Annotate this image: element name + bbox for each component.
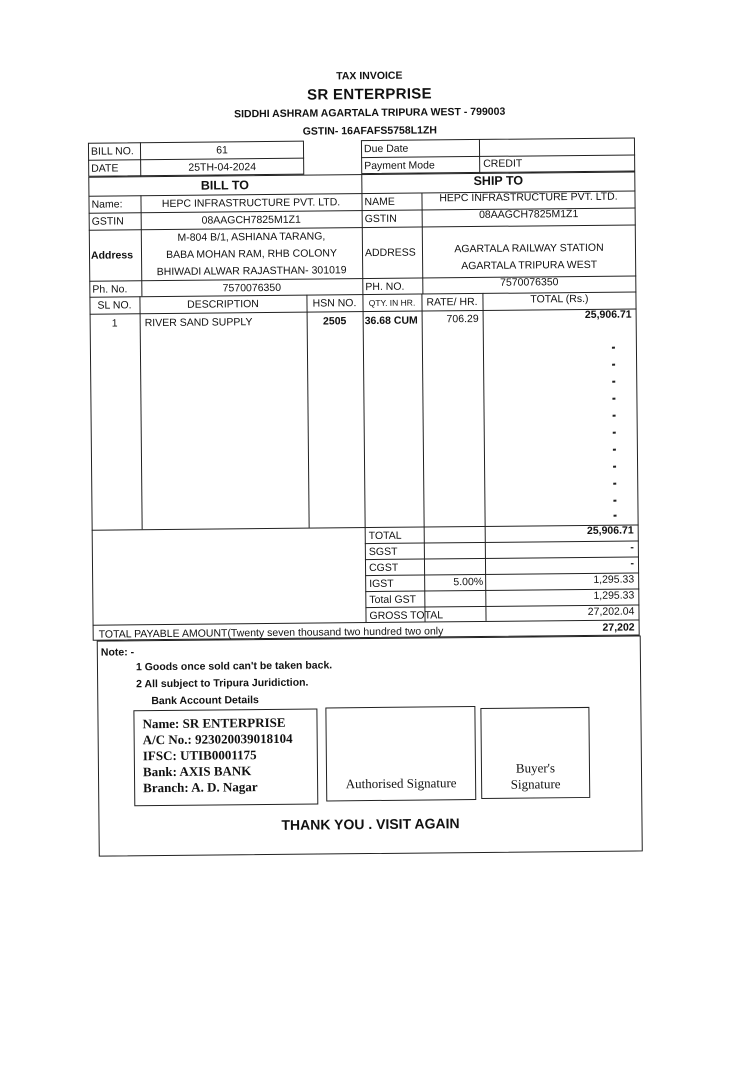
- date-value: 25TH-04-2024: [188, 161, 257, 174]
- row-hsn: 2505: [322, 315, 347, 328]
- company-gstin: GSTIN- 16AFAFS5758L1ZH: [302, 124, 437, 138]
- gross-total-value: 27,202.04: [587, 605, 635, 618]
- payable-amount-value: 27,202: [602, 621, 635, 634]
- total-gst-value: 1,295.33: [593, 589, 635, 602]
- company-name: SR ENTERPRISE: [307, 85, 432, 104]
- col-qty: QTY. IN HR.: [368, 297, 416, 309]
- bill-to-name: HEPC INFRASTRUCTURE PVT. LTD.: [161, 196, 341, 211]
- bill-to-address-line-2: BABA MOHAN RAM, RHB COLONY: [165, 247, 338, 261]
- buyer-signature-line-1: Buyer's: [515, 760, 556, 776]
- thank-you-message: THANK YOU . VISIT AGAIN: [281, 815, 460, 833]
- bill-to-heading: BILL TO: [200, 178, 250, 193]
- payable-amount-label: TOTAL PAYABLE AMOUNT(Twenty seven thousand two hundred two only: [98, 625, 444, 641]
- dash-mark: [612, 381, 615, 383]
- gross-total-label: GROSS TOTAL: [369, 609, 444, 623]
- bill-to-address-line-1: M-804 B/1, ASHIANA TARANG,: [177, 230, 326, 244]
- bill-to-phone-label: Ph. No.: [92, 283, 128, 296]
- igst-value: 1,295.33: [593, 573, 635, 586]
- row-description: RIVER SAND SUPPLY: [144, 316, 253, 330]
- igst-label: IGST: [369, 577, 394, 591]
- col-rate: RATE/ HR.: [426, 295, 478, 309]
- ship-to-heading: SHIP TO: [473, 173, 524, 189]
- dash-mark: [613, 432, 616, 434]
- ship-to-gstin-label: GSTIN: [364, 212, 397, 226]
- bank-branch: Branch: A. D. Nagar: [143, 779, 258, 796]
- bank-ifsc: IFSC: UTIB0001175: [142, 747, 257, 764]
- total-label: TOTAL: [368, 529, 402, 543]
- bank-account-number: A/C No.: 923020039018104: [142, 730, 293, 748]
- buyer-signature-line-2: Signature: [510, 776, 561, 792]
- payment-mode-label: Payment Mode: [364, 159, 435, 173]
- total-value: 25,906.71: [586, 524, 634, 537]
- bank-details-heading: Bank Account Details: [151, 694, 259, 708]
- col-description: DESCRIPTION: [187, 298, 259, 311]
- ship-to-address-line-1: AGARTALA RAILWAY STATION: [454, 241, 604, 256]
- dash-mark: [613, 483, 616, 485]
- bill-to-gstin: 08AAGCH7825M1Z1: [201, 213, 301, 227]
- company-address: SIDDHI ASHRAM AGARTALA TRIPURA WEST - 799003: [233, 105, 506, 121]
- dash-mark: [613, 466, 616, 468]
- bill-no-label: BILL NO.: [90, 145, 134, 158]
- bill-to-name-label: Name:: [91, 198, 123, 211]
- authorised-signature-label: Authorised Signature: [345, 775, 457, 792]
- dash-mark: [613, 449, 616, 451]
- dash-mark: [612, 398, 615, 400]
- date-label: DATE: [91, 162, 119, 175]
- dash-mark: [613, 415, 616, 417]
- ship-to-phone: 7570076350: [500, 276, 559, 289]
- bill-to-gstin-label: GSTIN: [91, 215, 124, 228]
- ship-to-name: HEPC INFRASTRUCTURE PVT. LTD.: [439, 190, 618, 205]
- bill-to-address-label: Address: [90, 249, 134, 262]
- note-item-2: 2 All subject to Tripura Juridiction.: [136, 676, 309, 691]
- dash-mark: [614, 515, 617, 517]
- note-item-1: 1 Goods once sold can't be taken back.: [135, 659, 333, 674]
- dash-mark: [612, 347, 615, 349]
- cgst-value: -: [630, 557, 635, 570]
- ship-to-address-label: ADDRESS: [364, 246, 416, 260]
- payment-mode-value: CREDIT: [483, 157, 523, 170]
- ship-to-address-line-2: AGARTALA TRIPURA WEST: [461, 258, 598, 273]
- col-total: TOTAL (Rs.): [530, 292, 589, 306]
- sgst-value: -: [630, 541, 634, 554]
- igst-rate: 5.00%: [453, 575, 484, 589]
- col-hsn: HSN NO.: [312, 297, 357, 310]
- row-qty: 36.68 CUM: [364, 314, 418, 328]
- ship-to-phone-label: PH. NO.: [365, 280, 405, 294]
- cgst-label: CGST: [368, 561, 399, 575]
- notes-heading: Note: -: [100, 646, 135, 659]
- total-gst-label: Total GST: [369, 593, 417, 607]
- bill-to-address-line-3: BHIWADI ALWAR RAJASTHAN- 301019: [156, 264, 347, 279]
- ship-to-gstin: 08AAGCH7825M1Z1: [478, 208, 579, 221]
- row-total: 25,906.71: [584, 308, 632, 321]
- row-rate: 706.29: [446, 312, 479, 326]
- row-sl: 1: [111, 317, 118, 330]
- ship-to-name-label: NAME: [364, 195, 395, 209]
- dash-mark: [613, 500, 616, 502]
- col-sl-no: SL NO.: [97, 299, 132, 312]
- due-date-label: Due Date: [363, 142, 409, 156]
- sgst-label: SGST: [368, 545, 398, 559]
- bill-to-phone: 7570076350: [222, 281, 282, 295]
- dash-mark: [612, 364, 615, 366]
- bill-no-value: 61: [216, 144, 228, 157]
- bank-account-name: Name: SR ENTERPRISE: [142, 714, 286, 732]
- doc-title: TAX INVOICE: [336, 69, 403, 83]
- bank-name: Bank: AXIS BANK: [142, 763, 252, 780]
